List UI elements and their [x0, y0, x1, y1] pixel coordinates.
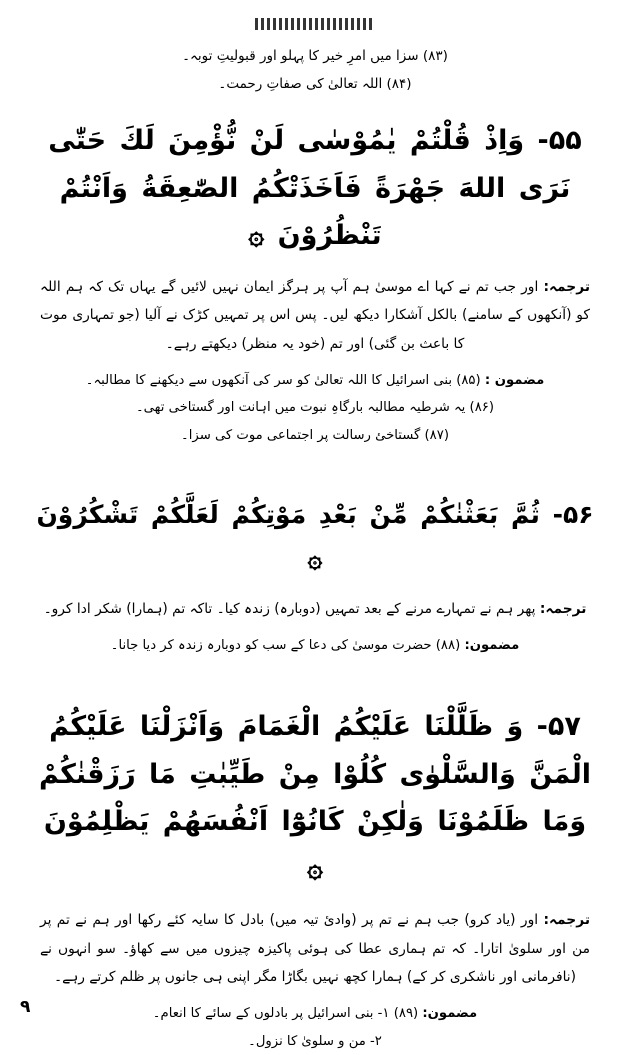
ayah-arabic-text: ۵۶- ثُمَّ بَعَثْنٰكُمْ مِّنْ بَعْدِ مَوْتِكُمْ لَعَلَّكُمْ تَشْكُرُوْنَ ۞: [36, 500, 594, 573]
translation-text: اور (یاد کرو) جب ہم نے تم پر (وادیٔ تیہ میں) بادل کا سایہ کئے رکھا اور ہم نے تم پر من اور سلویٰ اتارا۔ کہ تم ہماری عطا کی ہوئی پاکیزہ چیزوں میں سے کھاؤ۔ سو انہوں نے (نافرمانی اور ناشکری کر کے) ہمارا کچھ نہیں بگاڑا مگر اپنی ہی جانوں پر ظلم کرتے رہے۔: [40, 912, 590, 985]
summary-label: مضمون:: [422, 1006, 478, 1022]
summary-row: ۲- من و سلویٰ کا نزول۔: [248, 1033, 382, 1049]
summary-row: [40, 633, 590, 659]
translation-text: پھر ہم نے تمہارے مرنے کے بعد تمہیں (دوبارہ) زندہ کیا۔ تاکہ تم (ہمارا) شکر ادا کرو۔: [43, 600, 536, 617]
ayah-arabic-text: ۵۵- وَاِذْ قُلْتُمْ يٰمُوْسٰى لَنْ نُّؤْمِنَ لَكَ حَتّٰى نَرَى اللهَ جَهْرَةً فَاَخَذَتْكُمُ الصّٰعِقَةُ وَاَنْتُمْ تَنْظُرُوْنَ ۞: [48, 125, 582, 251]
translation-label: ترجمہ:: [543, 912, 590, 929]
summary-row: [40, 368, 590, 394]
summary-label: مضمون:: [464, 637, 520, 653]
translation-block: [40, 595, 590, 623]
top-note-line: (۸۳) سزا میں امرِ خیر کا پہلو اور قبولیتِ توبہ۔: [182, 48, 448, 64]
ayah-section-55: [34, 117, 596, 449]
summary-text: (۸۸) حضرت موسیٰ کی دعا کے سب کو دوبارہ زندہ کر دیا جانا۔: [110, 637, 461, 653]
translation-label: ترجمہ:: [539, 600, 587, 617]
summary-block: [40, 1001, 590, 1055]
summary-label: مضمون :: [484, 372, 545, 388]
translation-block: [40, 906, 590, 991]
summary-text: (۸۹) ۱- بنی اسرائیل پر بادلوں کے سائے کا انعام۔: [152, 1006, 419, 1022]
summary-block: [40, 368, 590, 449]
summary-row: (۸۶) یہ شرطیہ مطالبہ بارگاہِ نبوت میں اہانت اور گستاخی تھی۔: [135, 400, 495, 416]
translation-block: [40, 273, 590, 358]
summary-row: [40, 1001, 590, 1027]
ayah-section-57: [34, 703, 596, 1055]
page-number: ۹: [20, 997, 31, 1017]
summary-row: (۸۷) گستاخئ رسالت پر اجتماعی موت کی سزا۔: [181, 427, 449, 443]
translation-label: ترجمہ:: [543, 279, 591, 296]
top-notes: [34, 44, 596, 97]
ayah-arabic-text: ۵۷- وَ ظَلَّلْنَا عَلَيْكُمُ الْغَمَامَ وَاَنْزَلْنَا عَلَيْكُمُ الْمَنَّ وَالسَّلْوٰى كُلُوْا مِنْ طَيِّبٰتِ مَا رَزَقْنٰكُمْ وَمَا ظَلَمُوْنَا وَلٰكِنْ كَانُوْٓا اَنْفُسَهُمْ يَظْلِمُوْنَ ۞: [38, 711, 592, 885]
header-ornament-icon: [255, 18, 375, 30]
summary-text: (۸۵) بنی اسرائیل کا اللہ تعالیٰ کو سر کی آنکھوں سے دیکھنے کا مطالبہ۔: [85, 372, 481, 388]
summary-block: [40, 633, 590, 659]
ayah-section-56: [34, 493, 596, 659]
translation-text: اور جب تم نے کہا ‌اے موسیٰ ہم آپ پر ہرگز ایمان نہیں لائیں گے یہاں تک کہ ہم اللہ کو (آنکھوں کے سامنے) بالکل آشکارا دیکھ لیں۔ پس اس پر تمہیں کڑک نے آلیا (جو تمہاری موت کا باعث بن گئی) اور تم (خود یہ منظر) دیکھتے رہے۔: [40, 279, 590, 352]
top-note-line: (۸۴) اللہ تعالیٰ کی صفاتِ رحمت۔: [218, 75, 412, 92]
